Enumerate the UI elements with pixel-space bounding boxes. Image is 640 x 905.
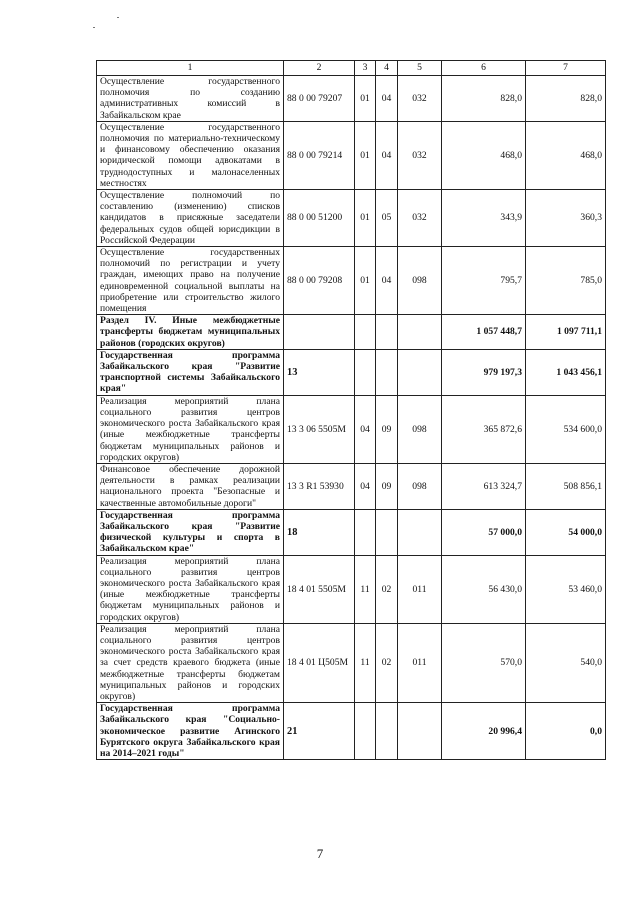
section-code: 01 xyxy=(355,247,376,315)
target-code: 88 0 00 79214 xyxy=(284,121,355,189)
target-code: 18 4 01 5505M xyxy=(284,555,355,623)
subsection-code: 09 xyxy=(376,395,398,463)
section-code: 01 xyxy=(355,190,376,247)
subsection-code: 02 xyxy=(376,555,398,623)
row-name: Государственная программа Забайкальского края "Развитие физической культуры и спорта в Забайкальском крае" xyxy=(97,509,284,555)
row-name: Раздел IV. Иные межбюджетные трансферты бюджетам муниципальных районов (городских округов) xyxy=(97,315,284,350)
subsection-code: 04 xyxy=(376,121,398,189)
amount-col6: 343,9 xyxy=(442,190,526,247)
row-name: Реализация мероприятий плана социального развития центров экономического роста Забайкальского края за счет средств краевого бюджета (иные межбюджетные трансферты бюджетам муниципальных районов и городских округов) xyxy=(97,623,284,702)
expense-type-code: 098 xyxy=(398,247,442,315)
expense-type-code: 098 xyxy=(398,463,442,509)
expense-type-code: 032 xyxy=(398,190,442,247)
budget-table xyxy=(96,60,606,760)
amount-col7: 53 460,0 xyxy=(526,555,606,623)
row-name: Финансовое обеспечение дорожной деятельности в рамках реализации национального проекта "Безопасные и качественные автомобильные дороги" xyxy=(97,463,284,509)
target-code: 88 0 00 79208 xyxy=(284,247,355,315)
amount-col7: 785,0 xyxy=(526,247,606,315)
table-row xyxy=(97,509,606,555)
column-header: 4 xyxy=(376,61,398,76)
section-code: 01 xyxy=(355,76,376,122)
table-row xyxy=(97,349,606,395)
section-code xyxy=(355,509,376,555)
amount-col6: 570,0 xyxy=(442,623,526,702)
amount-col6: 20 996,4 xyxy=(442,703,526,760)
table-row xyxy=(97,623,606,702)
target-code: 13 3 R1 53930 xyxy=(284,463,355,509)
scan-speck xyxy=(117,17,119,18)
expense-type-code xyxy=(398,349,442,395)
target-code: 88 0 00 79207 xyxy=(284,76,355,122)
amount-col7: 508 856,1 xyxy=(526,463,606,509)
amount-col6: 365 872,6 xyxy=(442,395,526,463)
section-code xyxy=(355,349,376,395)
amount-col7: 54 000,0 xyxy=(526,509,606,555)
amount-col6: 57 000,0 xyxy=(442,509,526,555)
subsection-code xyxy=(376,703,398,760)
amount-col6: 795,7 xyxy=(442,247,526,315)
row-name: Государственная программа Забайкальского края "Развитие транспортной системы Забайкальского края" xyxy=(97,349,284,395)
column-header: 6 xyxy=(442,61,526,76)
section-code: 01 xyxy=(355,121,376,189)
amount-col7: 828,0 xyxy=(526,76,606,122)
section-code xyxy=(355,315,376,350)
table-row xyxy=(97,555,606,623)
row-name: Реализация мероприятий плана социального развития центров экономического роста Забайкальского края (иные межбюджетные трансферты бюджетам муниципальных районов и городских округов) xyxy=(97,395,284,463)
expense-type-code: 011 xyxy=(398,623,442,702)
amount-col7: 534 600,0 xyxy=(526,395,606,463)
section-code xyxy=(355,703,376,760)
row-name: Осуществление государственного полномочия по созданию административных комиссий в Забайкальском крае xyxy=(97,76,284,122)
column-header: 5 xyxy=(398,61,442,76)
table-row xyxy=(97,190,606,247)
table-row xyxy=(97,121,606,189)
table-row xyxy=(97,76,606,122)
section-code: 04 xyxy=(355,463,376,509)
target-code: 13 xyxy=(284,349,355,395)
target-code: 18 4 01 Ц505M xyxy=(284,623,355,702)
expense-type-code: 032 xyxy=(398,121,442,189)
section-code: 11 xyxy=(355,555,376,623)
table-row xyxy=(97,703,606,760)
table-row xyxy=(97,315,606,350)
amount-col7: 1 043 456,1 xyxy=(526,349,606,395)
expense-type-code xyxy=(398,315,442,350)
row-name: Осуществление полномочий по составлению (изменению) списков кандидатов в присяжные заседатели федеральных судов общей юрисдикции в Российской Федерации xyxy=(97,190,284,247)
table-row xyxy=(97,395,606,463)
target-code: 13 3 06 5505M xyxy=(284,395,355,463)
subsection-code: 04 xyxy=(376,247,398,315)
column-header: 1 xyxy=(97,61,284,76)
expense-type-code xyxy=(398,703,442,760)
subsection-code xyxy=(376,315,398,350)
amount-col6: 828,0 xyxy=(442,76,526,122)
amount-col6: 1 057 448,7 xyxy=(442,315,526,350)
target-code: 88 0 00 51200 xyxy=(284,190,355,247)
expense-type-code: 032 xyxy=(398,76,442,122)
amount-col7: 1 097 711,1 xyxy=(526,315,606,350)
expense-type-code: 011 xyxy=(398,555,442,623)
amount-col7: 468,0 xyxy=(526,121,606,189)
table-row xyxy=(97,247,606,315)
column-header: 7 xyxy=(526,61,606,76)
amount-col7: 0,0 xyxy=(526,703,606,760)
subsection-code xyxy=(376,509,398,555)
subsection-code: 05 xyxy=(376,190,398,247)
subsection-code: 09 xyxy=(376,463,398,509)
subsection-code: 02 xyxy=(376,623,398,702)
amount-col7: 360,3 xyxy=(526,190,606,247)
column-header: 2 xyxy=(284,61,355,76)
section-code: 04 xyxy=(355,395,376,463)
subsection-code xyxy=(376,349,398,395)
scan-speck xyxy=(93,27,95,28)
amount-col6: 56 430,0 xyxy=(442,555,526,623)
row-name: Государственная программа Забайкальского края "Социально-экономическое развитие Агинского Бурятского округа Забайкальского края на 2014–2021 годы" xyxy=(97,703,284,760)
amount-col6: 613 324,7 xyxy=(442,463,526,509)
row-name: Осуществление государственного полномочия по материально-техническому и финансовому обеспечению оказания юридической помощи адвокатами в труднодоступных и малонаселенных местностях xyxy=(97,121,284,189)
header-row xyxy=(97,61,606,76)
expense-type-code: 098 xyxy=(398,395,442,463)
row-name: Осуществление государственных полномочий по регистрации и учету граждан, имеющих право на получение единовременной социальной выплаты на приобретение или строительство жилого помещения xyxy=(97,247,284,315)
column-header: 3 xyxy=(355,61,376,76)
expense-type-code xyxy=(398,509,442,555)
table-row xyxy=(97,463,606,509)
amount-col7: 540,0 xyxy=(526,623,606,702)
page-number: 7 xyxy=(316,846,324,861)
subsection-code: 04 xyxy=(376,76,398,122)
target-code xyxy=(284,315,355,350)
amount-col6: 468,0 xyxy=(442,121,526,189)
target-code: 21 xyxy=(284,703,355,760)
row-name: Реализация мероприятий плана социального развития центров экономического роста Забайкальского края (иные межбюджетные трансферты бюджетам муниципальных районов и городских округов) xyxy=(97,555,284,623)
section-code: 11 xyxy=(355,623,376,702)
target-code: 18 xyxy=(284,509,355,555)
amount-col6: 979 197,3 xyxy=(442,349,526,395)
